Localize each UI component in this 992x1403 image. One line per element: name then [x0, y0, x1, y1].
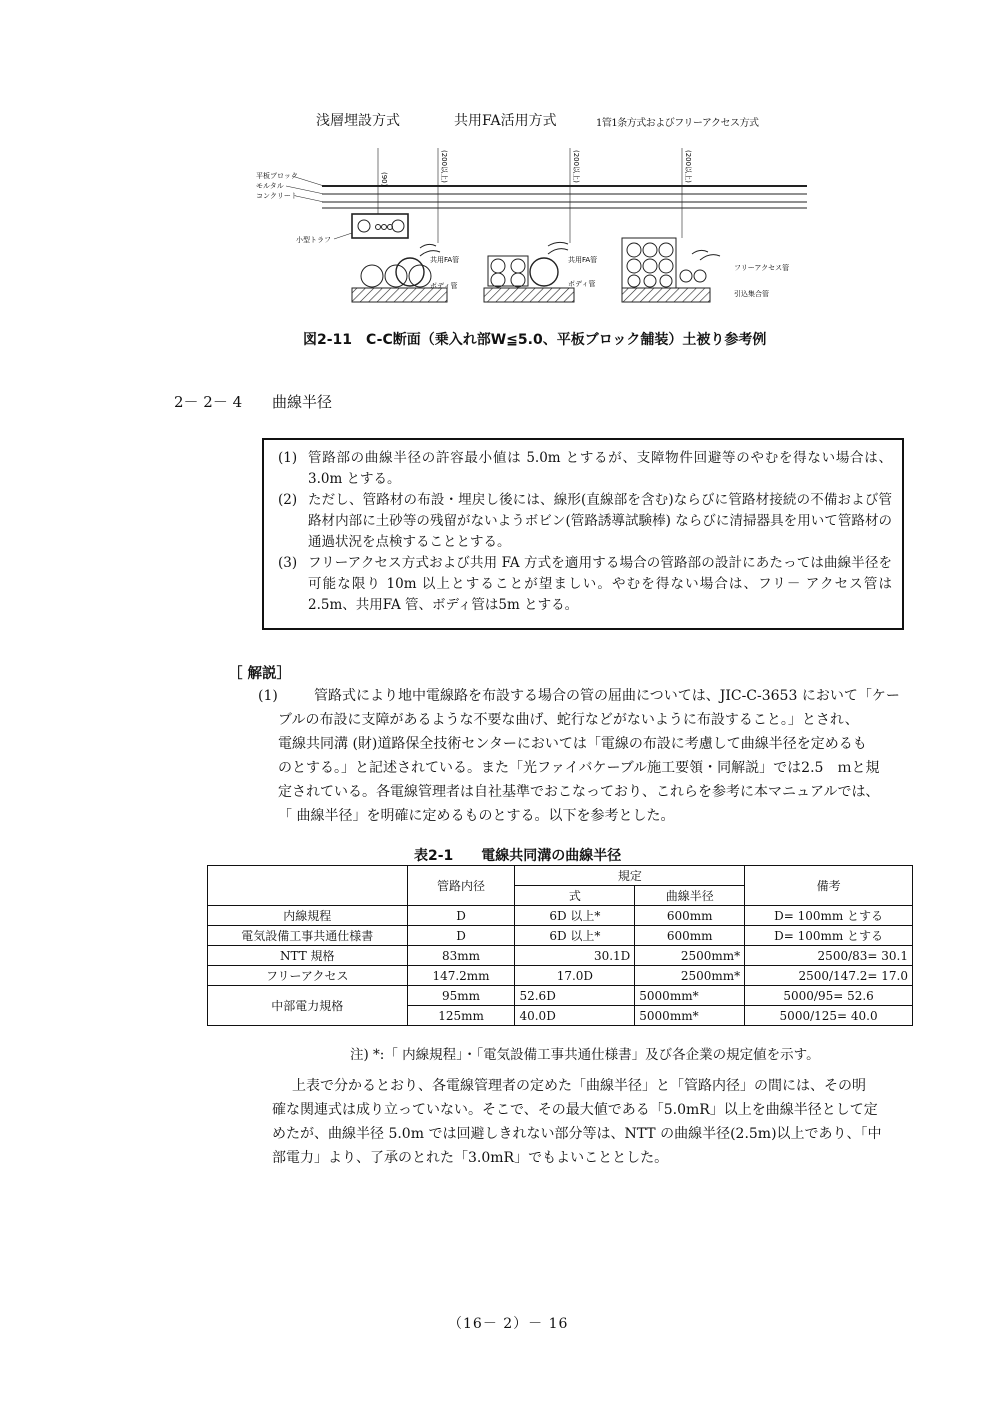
pavement-layers — [322, 186, 807, 208]
label-body-1: ボディ管 — [430, 282, 458, 290]
row-diameter: D — [407, 906, 515, 926]
row-remarks: 2500/83= 30.1 — [745, 946, 913, 966]
label-mortar: モルタル — [256, 182, 284, 190]
curve-radius-table — [207, 865, 913, 1026]
row-formula: 30.1D — [515, 946, 635, 966]
row-radius: 600mm — [635, 926, 745, 946]
row-formula: 6D 以上* — [515, 906, 635, 926]
cross-section-diagram — [252, 138, 812, 318]
commentary-line: ブルの布設に支障があるような不要な曲げ、蛇行などがないように布設すること。」とされ、 — [278, 712, 859, 728]
commentary-item-number: (1) — [258, 688, 278, 704]
row-radius: 5000mm* — [635, 1006, 745, 1026]
conclusion-line: 上表で分かるとおり、各電線管理者の定めた「曲線半径」と「管路内径」の間には、その明 — [292, 1078, 866, 1094]
row-diameter: 83mm — [407, 946, 515, 966]
row-diameter: D — [407, 926, 515, 946]
row-formula: 40.0D — [515, 1006, 635, 1026]
row-name: フリーアクセス — [208, 966, 408, 986]
label-shared-fa-2: 共用FA管 — [568, 256, 598, 264]
row-formula: 17.0D — [515, 966, 635, 986]
shallow-pipes — [352, 244, 447, 302]
row-name: NTT 規格 — [208, 946, 408, 966]
commentary-line: 「 曲線半径」を明確に定めるものとする。以下を参考とした。 — [278, 808, 675, 824]
commentary-line: 電線共同溝 (財)道路保全技術センターにおいては「電線の布設に考慮して曲線半径を定めるも — [278, 736, 867, 752]
table-header-row — [208, 866, 913, 886]
row-radius: 2500mm* — [635, 966, 745, 986]
row-name: 電気設備工事共通仕様書 — [208, 926, 408, 946]
row-remarks: 5000/95= 52.6 — [745, 986, 913, 1006]
label-free-access: フリーアクセス管 — [734, 264, 790, 272]
row-diameter: 125mm — [407, 1006, 515, 1026]
regulation-box — [262, 438, 904, 630]
figure-caption: 図2-11 C-C断面（乗入れ部W≦5.0、平板ブロック舗装）土被り参考例 — [303, 332, 767, 348]
item-text: 管路部の曲線半径の許容最小値は 5.0m とするが、支障物件回避等のやむを得ない場合は、3.0m とする。 — [308, 450, 892, 487]
table-row — [208, 906, 913, 926]
label-block: 平板ブロック — [256, 172, 298, 180]
row-remarks: 2500/147.2= 17.0 — [745, 966, 913, 986]
row-name: 内線規程 — [208, 906, 408, 926]
row-diameter: 95mm — [407, 986, 515, 1006]
header-remarks: 備考 — [745, 866, 913, 906]
regulation-item — [278, 553, 892, 616]
depth-200-c: (200以上) — [684, 150, 692, 183]
commentary-line: 定されている。各電線管理者は自社基準でおこなっており、これらを参考に本マニュアルでは、 — [278, 784, 880, 800]
header-radius: 曲線半径 — [635, 886, 745, 906]
conclusion-line: 確な関連式は成り立っていない。そこで、その最大値である「5.0mR」以上を曲線半径として定 — [272, 1102, 878, 1118]
section-title: 曲線半径 — [272, 393, 333, 411]
row-remarks: 5000/125= 40.0 — [745, 1006, 913, 1026]
label-body-2: ボディ管 — [568, 280, 596, 288]
figure-heading-shared-fa: 共用FA活用方式 — [454, 113, 557, 129]
row-diameter: 147.2mm — [407, 966, 515, 986]
depth-200-b: (200以上) — [572, 150, 580, 183]
header-pipe-diameter: 管路内径 — [407, 866, 515, 906]
row-radius: 600mm — [635, 906, 745, 926]
label-shared-fa-1: 共用FA管 — [430, 256, 460, 264]
commentary-line: 管路式により地中電線路を布設する場合の管の屈曲については、JIC-C-3653 において「ケー — [314, 688, 900, 704]
commentary-title: ［ 解説］ — [228, 666, 292, 682]
figure-heading-shallow: 浅層埋設方式 — [316, 113, 400, 129]
shared-fa-pipes — [484, 242, 574, 302]
table-title: 表2-1 電線共同溝の曲線半径 — [414, 848, 622, 864]
label-trough: 小型トラフ — [296, 236, 331, 244]
header-empty-cell — [208, 866, 408, 906]
table-row — [208, 946, 913, 966]
conclusion-line: めたが、曲線半径 5.0m では回避しきれない部分等は、NTT の曲線半径(2.5m)以上であり、「中 — [272, 1126, 882, 1142]
row-name: 中部電力規格 — [208, 986, 408, 1026]
row-remarks: D= 100mm とする — [745, 926, 913, 946]
depth-90: (90) — [380, 172, 388, 187]
table-row — [208, 926, 913, 946]
depth-200-a: (200以上) — [440, 150, 448, 183]
row-remarks: D= 100mm とする — [745, 906, 913, 926]
label-concrete: コンクリート — [256, 192, 298, 200]
item-text: フリーアクセス方式および共用 FA 方式を適用する場合の管路部の設計にあたっては曲線半径を可能な限り 10m 以上とすることが望ましい。やむを得ない場合は、フリ－ アクセス管は2.5m、共用FA 管、ボディ管は5m とする。 — [308, 555, 892, 613]
row-formula: 6D 以上* — [515, 926, 635, 946]
regulation-item — [278, 490, 892, 553]
header-regulation: 規定 — [515, 866, 745, 886]
item-number: (2) — [278, 492, 298, 508]
page-number: （16－ 2）－ 16 — [448, 1316, 569, 1332]
item-number: (3) — [278, 555, 298, 571]
row-formula: 52.6D — [515, 986, 635, 1006]
table-note: 注) *:「 内線規程」・「電気設備工事共通仕様書」及び各企業の規定値を示す。 — [350, 1047, 820, 1063]
regulation-item — [278, 448, 892, 490]
item-number: (1) — [278, 450, 298, 466]
item-text: ただし、管路材の布設・埋戻し後には、線形(直線部を含む)ならびに管路材接続の不備および管路材内部に土砂等の残留がないようボビン(管路誘導試験棒) ならびに清掃器具を用いて管路材の通過状況を点検することとする。 — [308, 492, 892, 550]
label-hikikomi: 引込集合管 — [734, 290, 769, 298]
figure-heading-single-pipe: 1管1条方式およびフリーアクセス方式 — [596, 118, 759, 129]
row-radius: 5000mm* — [635, 986, 745, 1006]
table-row — [208, 966, 913, 986]
table-row — [208, 986, 913, 1006]
conclusion-line: 部電力」より、了承のとれた「3.0mR」でもよいこととした。 — [272, 1150, 669, 1166]
free-access-pipes — [622, 238, 720, 302]
row-radius: 2500mm* — [635, 946, 745, 966]
small-trough — [352, 214, 408, 238]
commentary-line: のとする。」と記述されている。また「光ファイバケーブル施工要領・同解説」では2.5 ｍと規 — [278, 760, 880, 776]
section-number: 2－ 2－ 4 — [174, 393, 243, 411]
header-formula: 式 — [515, 886, 635, 906]
